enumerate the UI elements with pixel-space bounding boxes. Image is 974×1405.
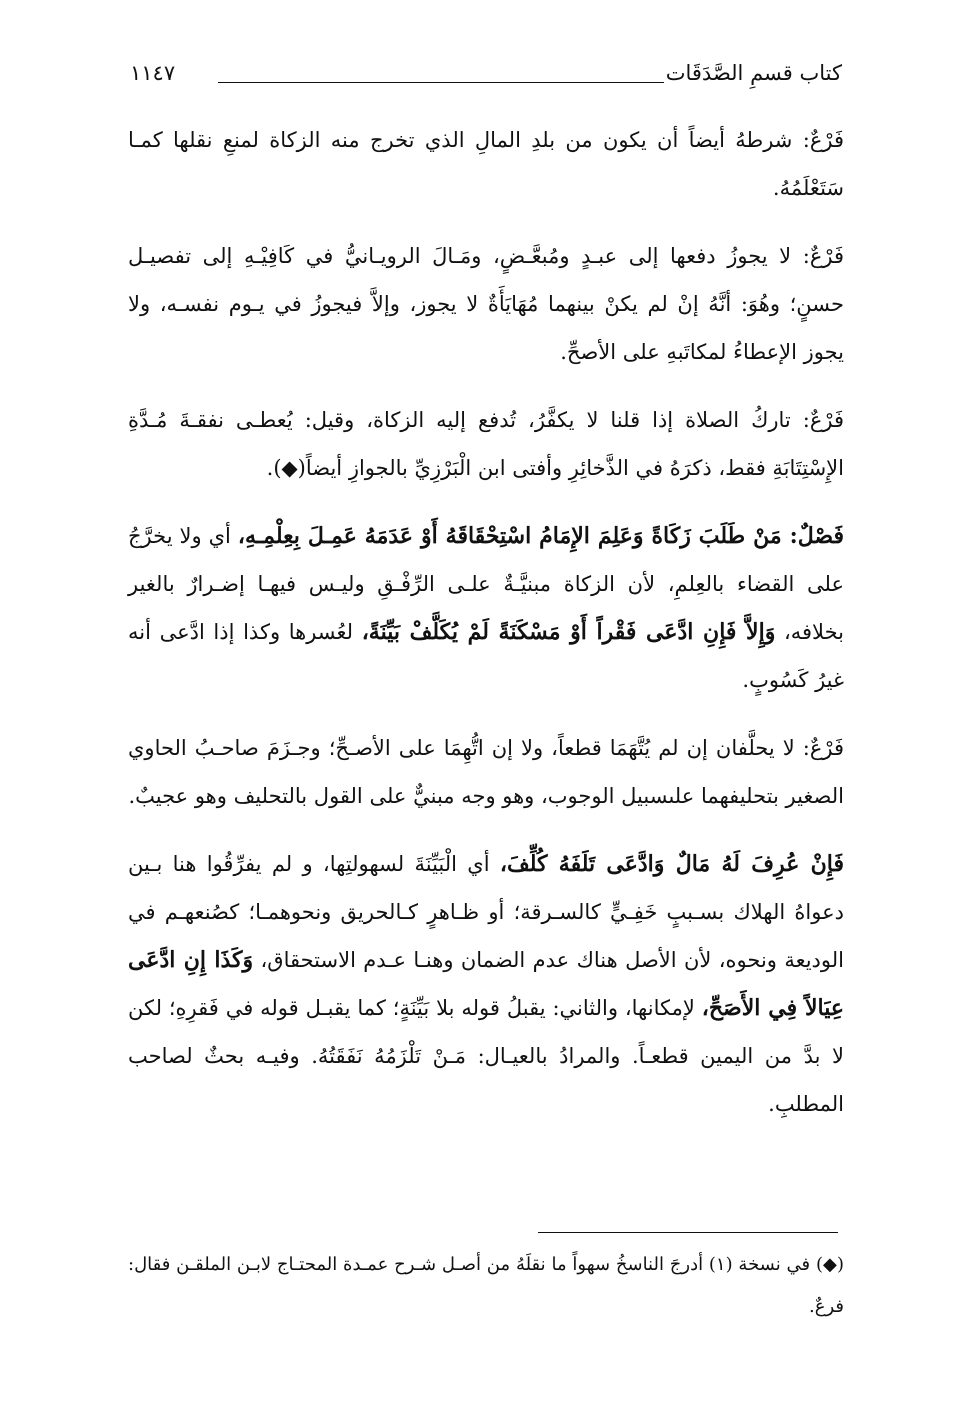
body-text: [128, 116, 844, 1148]
commentary-text: لعُسرها وكذا إذا ادَّعى أنه غيرُ كَسُوبٍ.: [128, 620, 844, 692]
commentary-text: أي الْبَيِّنَةَ لسهولتِها، و لم يفرِّقُوا هنا بـين دعواهُ الهلاك بسـببٍ خَفِـيٍّ كالسـرقة؛ أو ظـاهرٍ كـالحريق ونحوهمـا؛ كصُنعهـم في الوديعة ونحوه، لأن الأصل هناك عدم الضمان وهنـا عـدم الاستحقاق،: [128, 852, 844, 972]
paragraph-branch-4: [128, 724, 844, 820]
paragraph-text: شرطهُ أيضاً أن يكون من بلدِ المالِ الذي تخرج منه الزكاة لمنعِ نقلها كمـا سَتَعْلَمُهُ.: [128, 128, 844, 200]
branch-label: فَرْعٌ:: [802, 244, 844, 268]
branch-label: فَرْعٌ:: [802, 408, 844, 432]
paragraph-text: لا يحلَّفان إن لم يُتَّهَمَا قطعاً، ولا إن اتُّهِمَا على الأصـحِّ؛ وجـزَمَ صاحـبُ الحاوي الصغير بتحليفهما علىسبيل الوجوب، وهو وجه مبنيٌّ على القول بالتحليف وهو عجيبٌ.: [128, 736, 844, 808]
header-rule: [218, 82, 664, 83]
commentary-text: لإمكانها، والثاني: يقبلُ قوله بلا بَيِّنَةٍ؛ كما يقبـل قوله في فَقرِهِ؛ لكن لا بدَّ من اليمين قطعـاً. والمرادُ بالعيـال: مَـنْ تَلْزَمُهُ نَفَقَتُهُ. وفيـه بحثٌ لصاحب المطلبِ.: [128, 996, 844, 1116]
footnote: (◆) في نسخة (١) أدرجَ الناسخُ سهواً ما نقلَهُ من أصـل شـرح عمـدة المحتـاج لابـن الملقـن فقال: فرعٌ.: [128, 1254, 844, 1317]
paragraph-text: تاركُ الصلاة إذا قلنا لا يكفَّرُ، تُدفع إليه الزكاة، وقيل: يُعطـى نفقـةَ مُـدَّةِ الإِسْتِتَابَةِ فقط، ذكرَهُ في الذَّخائِرِ وأفتى ابن الْبَرْزِيِّ بالجوازِ أيضاً(◆).: [128, 408, 844, 480]
paragraph-branch-2: [128, 232, 844, 376]
page-number: ١١٤٧: [130, 61, 176, 85]
matn-text: وَكَذَا إِنِ ادَّعَى عِيَالاً فِي الأَصَحِّ،: [128, 947, 844, 1021]
footnote-rule: [538, 1232, 838, 1233]
matn-text: فَإِنْ عُرِفَ لَهُ مَالٌ وَادَّعَى تَلَفَهُ كُلِّفَ،: [499, 851, 844, 877]
chapter-title: كتاب قسمِ الصَّدَقَات: [665, 61, 842, 85]
paragraph-branch-1: [128, 116, 844, 212]
paragraph-section: [128, 512, 844, 704]
commentary-text: أي ولا يخرَّجُ على القضاء بالعِلمِ، لأن الزكاة مبنيَّـةٌ علـى الرِّفْـقِ وليـس فيهـا إضـرارٌ بالغير بخلافه،: [128, 524, 844, 644]
matn-text: وَإِلاَّ فَإِنِ ادَّعَى فَقْراً أَوْ مَسْكَنَةً لَمْ يُكَلَّفْ بَيِّنَةً،: [361, 619, 776, 645]
paragraph-branch-3: [128, 396, 844, 492]
branch-label: فَرْعٌ:: [802, 736, 844, 760]
paragraph-text: لا يجوزُ دفعها إلى عبـدٍ ومُبعَّـضٍ، ومَـالَ الرويـانيُّ في كَافِيْـهِ إلى تفصيـل حسنٍ؛ وهُوَ: أنَّهُ إنْ لم يكنْ بينهما مُهَايَأَةٌ لا يجوز، وإلاَّ فيجوزُ في يـوم نفسـه، ولا يجوز الإعطاءُ لمكاتَبهِ على الأصحِّ.: [128, 244, 844, 364]
branch-label: فَرْعٌ:: [802, 128, 844, 152]
matn-text: فَصْلٌ: مَنْ طَلَبَ زَكَاةً وَعَلِمَ الإِمَامُ اسْتِحْقَاقَهُ أَوْ عَدَمَهُ عَمِـلَ بِعِلْمِـهِ،: [237, 523, 844, 549]
paragraph-matn: [128, 840, 844, 1128]
running-header: [130, 58, 842, 92]
